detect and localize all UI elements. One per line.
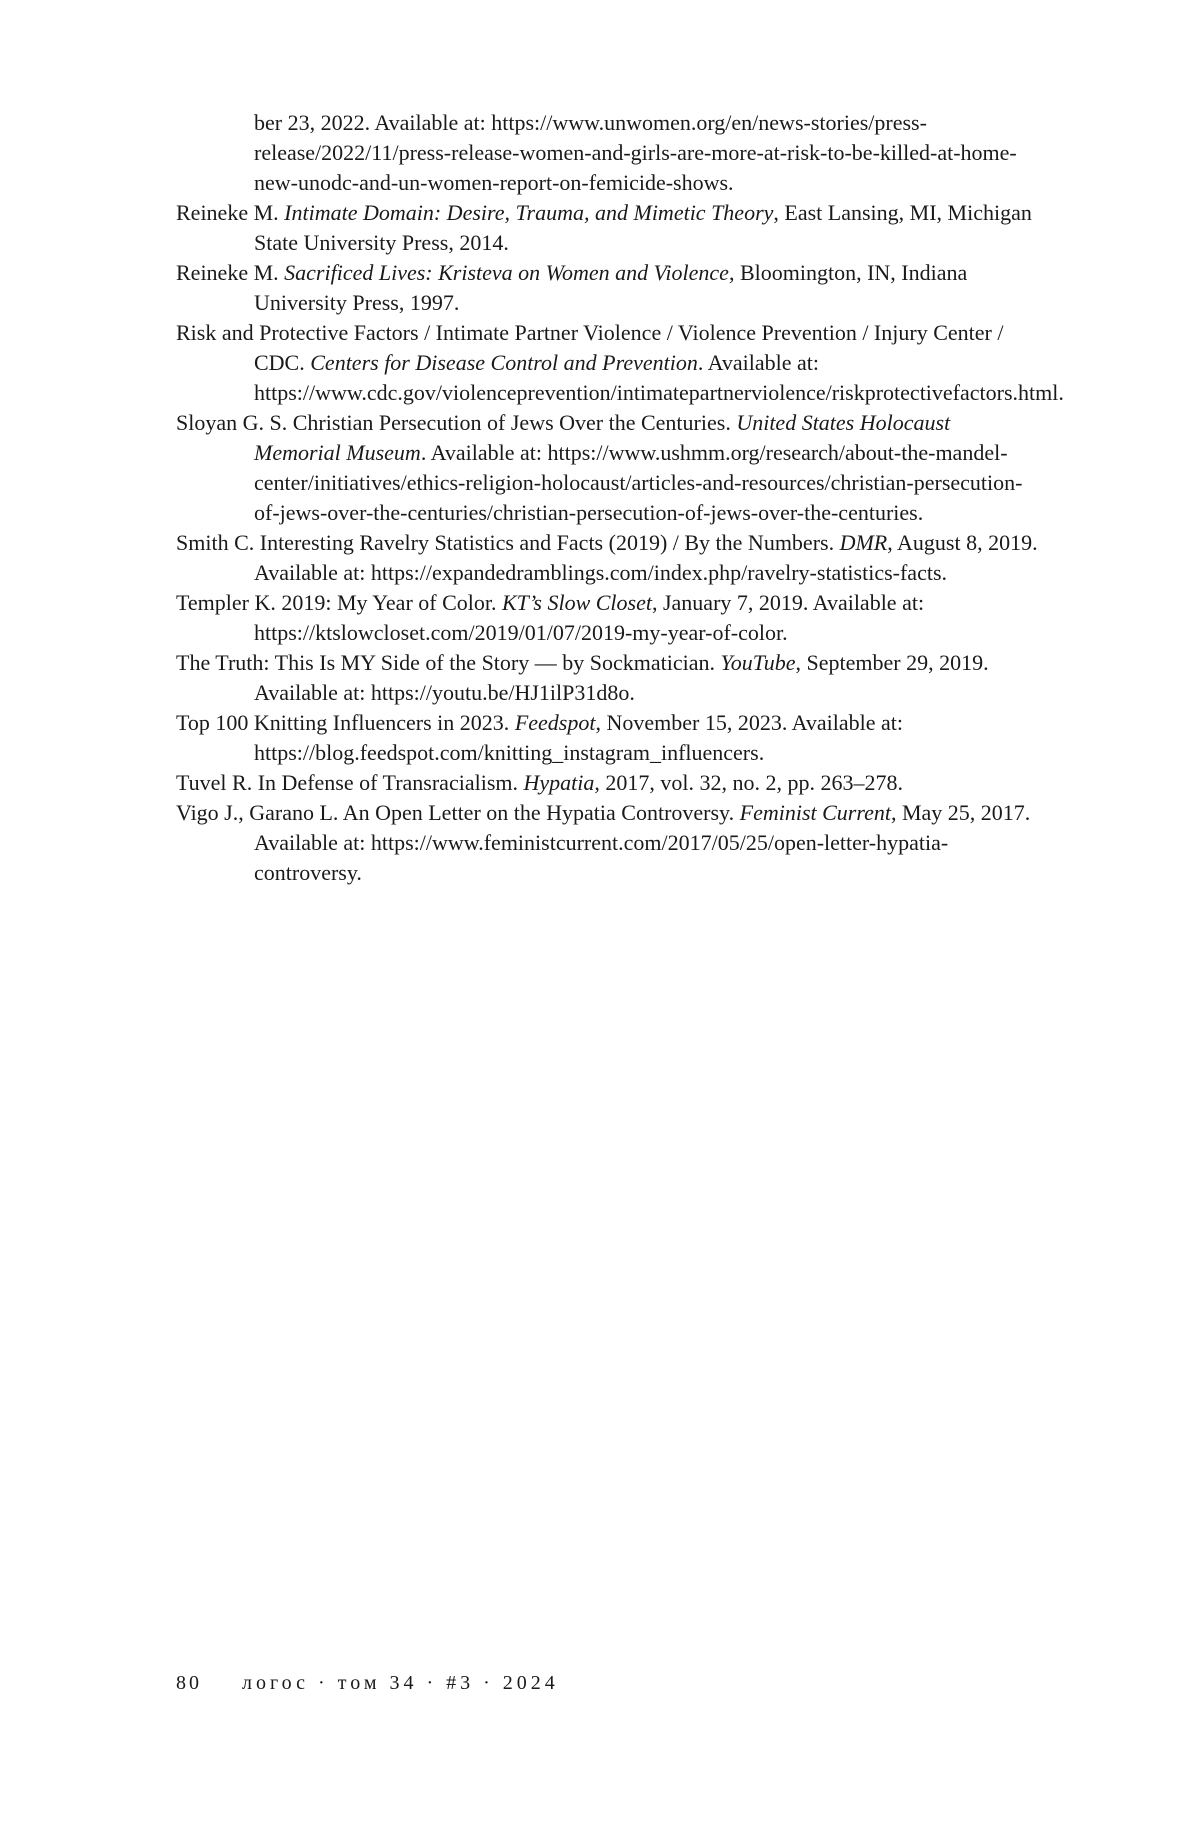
reference-text: , East Lansing, MI, Michigan State University Press, 2014. xyxy=(254,200,1032,255)
reference-text: . Available at: https://www.ushmm.org/research/about-the-mandel-center/initiatives/ethics-religion-holocaust/articles-and-resources/christian-persecution-of-jews-over-the-centuries/christian-persecution-of-jews-over-the-centuries. xyxy=(254,440,1023,525)
reference-entry xyxy=(176,588,1038,648)
reference-source-title: Feminist Current xyxy=(739,800,891,825)
reference-text: , November 15, 2023. Available at: https://blog.feedspot.com/knitting_instagram_influencers. xyxy=(254,710,903,765)
reference-source-title: United States Holocaust Memorial Museum xyxy=(254,410,951,465)
reference-text: Tuvel R. In Defense of Transracialism. xyxy=(176,770,524,795)
reference-entry xyxy=(176,768,1038,798)
reference-text: Templer K. 2019: My Year of Color. xyxy=(176,590,502,615)
reference-text: , 2017, vol. 32, no. 2, pp. 263–278. xyxy=(594,770,904,795)
reference-entry xyxy=(176,108,1038,198)
reference-text: Smith C. Interesting Ravelry Statistics and Facts (2019) / By the Numbers. xyxy=(176,530,840,555)
reference-source-title: Feedspot xyxy=(514,710,596,735)
reference-source-title: YouTube xyxy=(720,650,796,675)
reference-text: The Truth: This Is MY Side of the Story — by Sockmatician. xyxy=(176,650,721,675)
reference-text: , September 29, 2019. Available at: https://youtu.be/HJ1ilP31d8o. xyxy=(254,650,989,705)
reference-text: , August 8, 2019. Available at: https://expandedramblings.com/index.php/ravelry-statistics-facts. xyxy=(254,530,1038,585)
reference-text: Sloyan G. S. Christian Persecution of Jews Over the Centuries. xyxy=(176,410,737,435)
reference-source-title: Hypatia xyxy=(523,770,595,795)
reference-entry xyxy=(176,708,1038,768)
reference-source-title: KT’s Slow Closet xyxy=(502,590,652,615)
reference-text: Top 100 Knitting Influencers in 2023. xyxy=(176,710,515,735)
reference-text: ber 23, 2022. Available at: https://www.unwomen.org/en/news-stories/press-release/2022/11/press-release-women-and-girls-are-more-at-risk-to-be-killed-at-home-new-unodc-and-un-women-report-on-femicide-shows. xyxy=(254,110,1017,195)
reference-list xyxy=(176,108,1064,888)
reference-text: . Available at: https://www.cdc.gov/violenceprevention/intimatepartnerviolence/riskprotectivefactors.html. xyxy=(254,350,1064,405)
reference-text: Vigo J., Garano L. An Open Letter on the Hypatia Controversy. xyxy=(176,800,740,825)
running-footer-journal: логос · том 34 · #3 · 2024 xyxy=(242,1672,559,1694)
reference-entry xyxy=(176,528,1038,588)
reference-entry xyxy=(176,408,1038,528)
reference-source-title: Centers for Disease Control and Prevention xyxy=(310,350,698,375)
reference-entry xyxy=(176,198,1038,258)
reference-source-title: DMR xyxy=(839,530,888,555)
page-number: 80 xyxy=(176,1672,202,1694)
reference-entry xyxy=(176,648,1038,708)
reference-text: Reineke M. xyxy=(176,200,285,225)
reference-entry xyxy=(176,798,1038,888)
page-footer xyxy=(176,1672,559,1695)
reference-entry xyxy=(176,258,1038,318)
reference-text: Risk and Protective Factors / Intimate Partner Violence / Violence Prevention / Injury Center / CDC. xyxy=(176,320,1004,375)
reference-source-title: Intimate Domain: Desire, Trauma, and Mimetic Theory xyxy=(284,200,774,225)
reference-text: , January 7, 2019. Available at: https://ktslowcloset.com/2019/01/07/2019-my-year-of-color. xyxy=(254,590,925,645)
reference-text: , Bloomington, IN, Indiana University Press, 1997. xyxy=(254,260,968,315)
reference-text: , May 25, 2017. Available at: https://www.feministcurrent.com/2017/05/25/open-letter-hypatia-controversy. xyxy=(254,800,1031,885)
reference-entry xyxy=(176,318,1064,408)
reference-source-title: Sacrificed Lives: Kristeva on Women and Violence xyxy=(284,260,729,285)
reference-text: Reineke M. xyxy=(176,260,285,285)
